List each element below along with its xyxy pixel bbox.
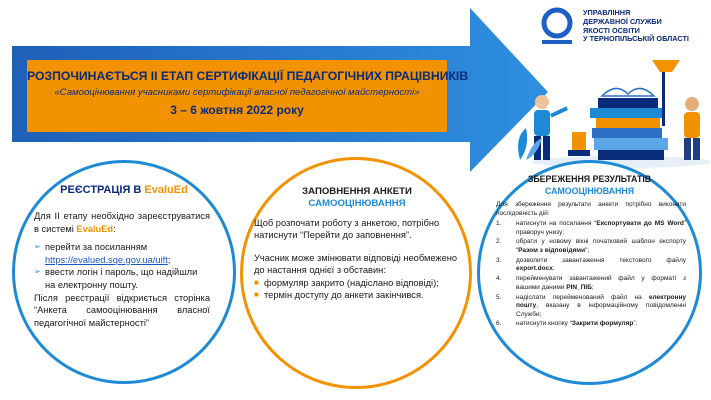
fill-paragraph: Щоб розпочати роботу з анкетою, потрібно натиснути “Перейти до заповнення”.: [254, 218, 440, 241]
registration-step: [34, 241, 210, 266]
save-step-text-part: , вказану в інформаційному повідомленні Служби;: [516, 302, 686, 318]
bullet-arrow-icon: ➢: [34, 267, 41, 277]
registration-title: [24, 184, 224, 196]
logo-icon: [537, 6, 577, 46]
fill-title: [262, 186, 452, 209]
org-name: [583, 9, 708, 44]
save-step-emphasis: PIN_ПІБ: [566, 283, 592, 291]
registration-title-text: РЕЄСТРАЦІЯ В: [60, 184, 142, 196]
save-title: [492, 174, 687, 197]
registration-step-text: ввести логін і пароль, що надійшли на електронну пошту.: [45, 267, 198, 290]
save-step-number: 6.: [496, 320, 502, 328]
save-step-text: [516, 275, 686, 292]
save-step-text: [516, 294, 686, 320]
save-intro: Для збереження результати анкети потрібно виконати послідовність дій:: [496, 201, 686, 217]
save-step-text-part: ;: [591, 283, 594, 291]
registration-intro-text: Для ІІ етапу необхідно зареєструватися в системі: [34, 211, 210, 234]
registration-title-system: EvaluEd: [144, 184, 188, 196]
save-step: [496, 220, 686, 237]
save-step-text-part: дозволити завантаження текстового файлу: [516, 256, 686, 264]
save-step-text-part: ;: [552, 265, 555, 273]
save-step-emphasis: Експортувати до MS Word: [596, 220, 684, 227]
save-step-emphasis: електронну пошту: [516, 293, 686, 310]
fill-paragraph: Учасник може змінювати відповіді необмежено до настання однієї з обставин:: [254, 252, 458, 276]
registration-step-text: перейти за посиланням: [45, 242, 148, 253]
save-step-text-part: ” праворуч унизу;: [516, 220, 686, 236]
save-step-number: 3.: [496, 256, 502, 264]
banner-subtitle: «Самооцінювання учасниками сертифікації власної педагогічної майстерності»: [54, 87, 420, 98]
registration-intro: [34, 210, 210, 235]
registration-step-end: ;: [167, 254, 171, 265]
save-step-text-part: перейменувати завантажений файл у форматі з вашими даними: [516, 275, 686, 291]
save-step: [496, 320, 686, 329]
evalued-link[interactable]: https://evalued.sqe.gov.ua/uift: [45, 254, 168, 265]
fill-title-text: ЗАПОВНЕННЯ АНКЕТИ: [302, 186, 412, 197]
save-step-text: [516, 238, 686, 255]
fill-condition: [254, 277, 459, 289]
org-line: УПРАВЛІННЯ: [583, 8, 631, 17]
fill-condition-text: термін доступу до анкети закінчився.: [264, 290, 424, 301]
save-step-emphasis: Разом з відповідями: [518, 246, 586, 254]
banner-title: РОЗПОЧИНАЄТЬСЯ ІІ ЕТАП СЕРТИФІКАЦІЇ ПЕДАГОГІЧНИХ ПРАЦІВНИКІВ: [27, 69, 469, 83]
fill-text: [254, 217, 459, 301]
registration-outro: Після реєстрації відкриється сторінка “Анкета самооцінювання власної педагогічної майстерності”: [34, 292, 210, 328]
bullet-square-icon: ■: [254, 290, 259, 300]
banner-dates: 3 – 6 жовтня 2022 року: [170, 103, 304, 117]
save-step-text: [516, 220, 686, 237]
save-text: [496, 201, 686, 330]
save-step-text-part: надіслати перейменований файл на: [516, 293, 649, 301]
save-step-number: 1.: [496, 220, 502, 227]
save-step-number: 5.: [496, 293, 502, 301]
save-step-text-part: ”;: [585, 246, 590, 254]
save-step-text-part: ”.: [633, 320, 638, 328]
save-step-text: [516, 320, 686, 329]
bullet-square-icon: ■: [254, 277, 259, 287]
org-line: ДЕРЖАВНОЇ СЛУЖБИ: [583, 16, 662, 26]
save-step-text-part: натиснути кнопку “: [516, 320, 572, 328]
registration-text: [34, 210, 210, 329]
save-subtitle: САМООЦІНЮВАННЯ: [544, 185, 635, 196]
save-step-text-part: натиснути на посилання “: [516, 220, 597, 227]
save-step-text: [516, 257, 686, 274]
save-step: [496, 257, 686, 274]
save-step-emphasis: export.docx: [516, 265, 553, 273]
org-line: У ТЕРНОПІЛЬСЬКІЙ ОБЛАСТІ: [583, 34, 689, 44]
registration-intro-system: EvaluEd: [76, 223, 114, 234]
fill-subtitle: САМООЦІНЮВАННЯ: [308, 197, 406, 209]
save-step-number: 2.: [496, 238, 502, 246]
registration-intro-colon: :: [113, 223, 116, 234]
save-steps-list: [496, 220, 686, 329]
fill-condition: [254, 289, 459, 301]
bullet-arrow-icon: ➢: [34, 242, 41, 252]
save-step: [496, 275, 686, 292]
org-line: ЯКОСТІ ОСВІТИ: [583, 25, 640, 35]
save-step-emphasis: Закрити формуляр: [571, 320, 634, 328]
registration-step: [34, 266, 210, 291]
announcement-banner: [27, 60, 469, 132]
save-title-text: ЗБЕРЕЖЕННЯ РЕЗУЛЬТАТІВ: [527, 174, 652, 184]
fill-condition-text: формуляр закрито (надіслано відповіді);: [264, 277, 439, 288]
save-step: [496, 294, 686, 320]
save-step-number: 4.: [496, 275, 502, 283]
save-step-text-part: обрати у новому вікні початковий шаблон експорту “: [516, 238, 686, 254]
education-illustration: [512, 42, 710, 170]
save-step: [496, 238, 686, 255]
